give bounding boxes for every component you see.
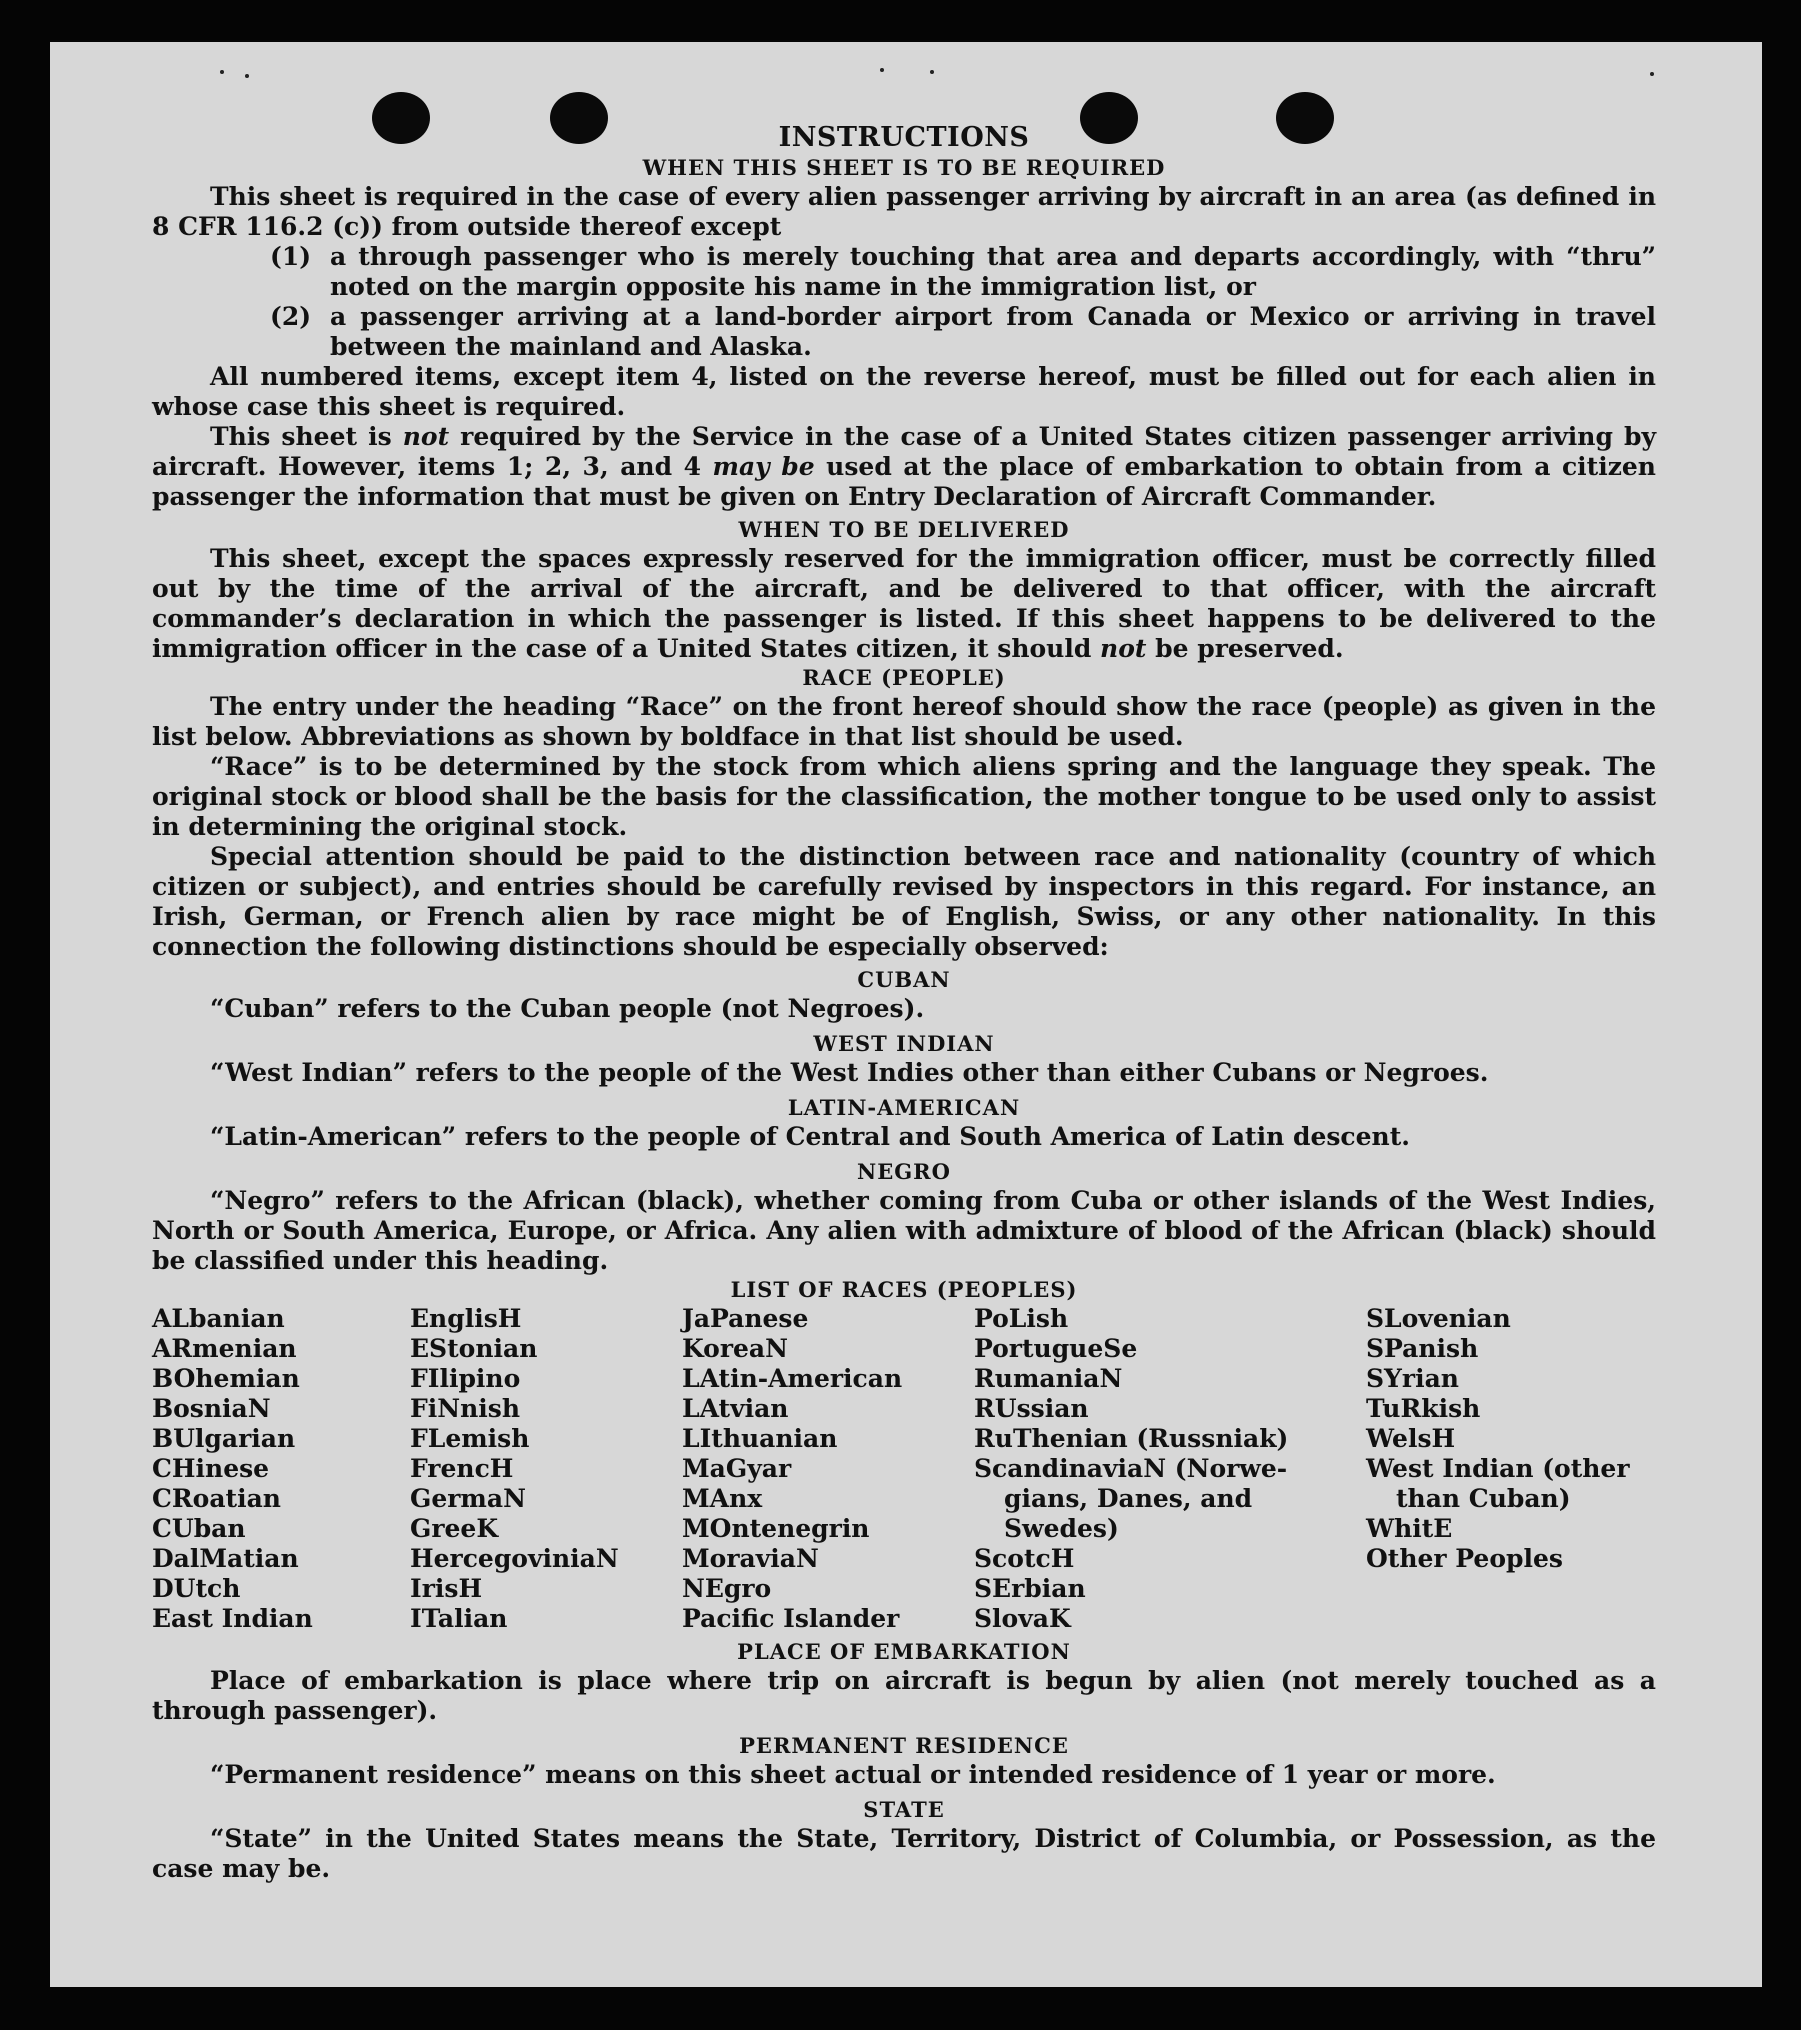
page-title: INSTRUCTIONS bbox=[778, 122, 1030, 153]
race-item: WelsH bbox=[1366, 1424, 1456, 1453]
race-item: MaGyar bbox=[682, 1454, 792, 1483]
race-item: HercegoviniaN bbox=[410, 1544, 619, 1573]
race-item: SLovenian bbox=[1366, 1304, 1511, 1333]
race-item: MOntenegrin bbox=[682, 1514, 870, 1543]
race-item: EnglisH bbox=[410, 1304, 522, 1333]
race-item: SPanish bbox=[1366, 1334, 1479, 1363]
paragraph: Special attention should be paid to the distinction between race and nationality (country of which citizen or subject), and entries should be carefully revised by inspectors in this regard. For instance, an Irish, German, or French alien by race might be of English, Swiss, or any other nationality. In this connection the following distinctions should be especially observed: bbox=[152, 842, 1656, 961]
race-item: gians, Danes, and bbox=[1004, 1484, 1253, 1513]
race-item: CRoatian bbox=[152, 1484, 281, 1513]
race-item: Other Peoples bbox=[1366, 1544, 1563, 1573]
dust-speck bbox=[1650, 72, 1654, 76]
race-item: RUssian bbox=[974, 1394, 1089, 1423]
race-item: LIthuanian bbox=[682, 1424, 838, 1453]
paragraph: “Permanent residence” means on this sheet actual or intended residence of 1 year or more. bbox=[210, 1760, 1496, 1789]
text-run: required by the Service in the case of a United States citizen passenger arriving by aircraft. However, items 1; 2, 3, and 4 bbox=[152, 422, 1656, 481]
race-item: SErbian bbox=[974, 1574, 1086, 1603]
section-heading: STATE bbox=[863, 1797, 945, 1822]
race-item: BUlgarian bbox=[152, 1424, 296, 1453]
emphasis: not bbox=[402, 422, 450, 451]
race-item: SYrian bbox=[1366, 1364, 1459, 1393]
race-item: CUban bbox=[152, 1514, 246, 1543]
text-run: used at the place of embarkation to obtain from a citizen passenger the information that must be given on Entry Declaration of Aircraft Commander. bbox=[152, 452, 1656, 511]
race-item: West Indian (other bbox=[1366, 1454, 1630, 1483]
race-item: ALbanian bbox=[152, 1304, 285, 1333]
race-item: GermaN bbox=[410, 1484, 526, 1513]
race-column bbox=[682, 1304, 974, 1634]
race-item: LAtin-American bbox=[682, 1364, 903, 1393]
list-number: (2) bbox=[270, 302, 312, 331]
race-item: DUtch bbox=[152, 1574, 241, 1603]
race-item: Pacific Islander bbox=[682, 1604, 900, 1633]
punch-hole bbox=[550, 92, 608, 144]
race-item: NEgro bbox=[682, 1574, 772, 1603]
race-item: FiNnish bbox=[410, 1394, 521, 1423]
punch-hole bbox=[372, 92, 430, 144]
punch-hole bbox=[1276, 92, 1334, 144]
race-item: GreeK bbox=[410, 1514, 499, 1543]
document-sheet bbox=[50, 42, 1762, 1987]
section-heading: RACE (PEOPLE) bbox=[802, 665, 1006, 690]
race-item: BOhemian bbox=[152, 1364, 300, 1393]
section-heading: PERMANENT RESIDENCE bbox=[739, 1733, 1069, 1758]
section-heading: LIST OF RACES (PEOPLES) bbox=[730, 1277, 1078, 1302]
race-item: TuRkish bbox=[1366, 1394, 1481, 1423]
race-column bbox=[1366, 1304, 1656, 1634]
list-text: a through passenger who is merely touching that area and departs accordingly, with “thru” noted on the margin opposite his name in the immigration list, or bbox=[330, 242, 1656, 301]
race-item: FLemish bbox=[410, 1424, 530, 1453]
list-text: a passenger arriving at a land-border airport from Canada or Mexico or arriving in travel between the mainland and Alaska. bbox=[330, 302, 1656, 361]
race-item: RuThenian (Russniak) bbox=[974, 1424, 1289, 1453]
race-item: KoreaN bbox=[682, 1334, 788, 1363]
paragraph: “State” in the United States means the State, Territory, District of Columbia, or Possession, as the case may be. bbox=[152, 1824, 1656, 1883]
race-list bbox=[152, 1304, 1656, 1634]
race-item: BosniaN bbox=[152, 1394, 271, 1423]
paragraph: Place of embarkation is place where trip on aircraft is begun by alien (not merely touched as a through passenger). bbox=[152, 1666, 1656, 1725]
paragraph: This sheet is required in the case of every alien passenger arriving by aircraft in an area (as defined in 8 CFR 116.2 (c)) from outside thereof except bbox=[152, 182, 1656, 241]
race-item: East Indian bbox=[152, 1604, 313, 1633]
dust-speck bbox=[245, 74, 249, 78]
punch-hole bbox=[1080, 92, 1138, 144]
section-heading: WEST INDIAN bbox=[813, 1031, 995, 1056]
section-heading: LATIN-AMERICAN bbox=[787, 1095, 1021, 1120]
section-heading: WHEN THIS SHEET IS TO BE REQUIRED bbox=[642, 155, 1166, 180]
paragraph: “Race” is to be determined by the stock from which aliens spring and the language they speak. The original stock or blood shall be the basis for the classification, the mother tongue to be used only to assist in determining the original stock. bbox=[152, 752, 1656, 841]
paragraph: All numbered items, except item 4, listed on the reverse hereof, must be filled out for each alien in whose case this sheet is required. bbox=[152, 362, 1656, 421]
section-heading: WHEN TO BE DELIVERED bbox=[738, 517, 1070, 542]
race-item: PoLish bbox=[974, 1304, 1069, 1333]
race-item: LAtvian bbox=[682, 1394, 789, 1423]
race-item: ScotcH bbox=[974, 1544, 1075, 1573]
race-item: SlovaK bbox=[974, 1604, 1071, 1633]
paragraph bbox=[152, 544, 1656, 664]
race-item: IrisH bbox=[410, 1574, 483, 1603]
race-item: FrencH bbox=[410, 1454, 514, 1483]
race-column bbox=[152, 1304, 410, 1634]
race-item: ARmenian bbox=[152, 1334, 297, 1363]
race-item: RumaniaN bbox=[974, 1364, 1123, 1393]
list-item bbox=[270, 242, 1656, 302]
race-column bbox=[410, 1304, 682, 1634]
race-column bbox=[974, 1304, 1366, 1634]
race-item: Swedes) bbox=[1004, 1514, 1119, 1543]
race-item: JaPanese bbox=[682, 1304, 809, 1333]
race-item: MoraviaN bbox=[682, 1544, 819, 1573]
race-item: than Cuban) bbox=[1396, 1484, 1571, 1513]
dust-speck bbox=[930, 70, 934, 74]
section-heading: PLACE OF EMBARKATION bbox=[737, 1639, 1071, 1664]
race-item: ITalian bbox=[410, 1604, 508, 1633]
text-run: This sheet, except the spaces expressly reserved for the immigration officer, must be correctly filled out by the time of the arrival of the aircraft, and be delivered to that officer, with the aircraft commander’s declaration in which the passenger is listed. If this sheet happens to be delivered to the immigration officer in the case of a United States citizen, it should bbox=[152, 544, 1656, 663]
paragraph: “Cuban” refers to the Cuban people (not Negroes). bbox=[210, 994, 925, 1023]
emphasis: may be bbox=[712, 452, 815, 481]
race-item: MAnx bbox=[682, 1484, 763, 1513]
list-number: (1) bbox=[270, 242, 312, 271]
race-item: CHinese bbox=[152, 1454, 270, 1483]
paragraph: “West Indian” refers to the people of the West Indies other than either Cubans or Negroes. bbox=[210, 1058, 1489, 1087]
race-item: ScandinaviaN (Norwe- bbox=[974, 1454, 1288, 1483]
dust-speck bbox=[220, 70, 224, 74]
race-item: EStonian bbox=[410, 1334, 538, 1363]
race-item: PortugueSe bbox=[974, 1334, 1138, 1363]
text-run: be preserved. bbox=[1146, 634, 1344, 663]
paragraph: “Latin-American” refers to the people of Central and South America of Latin descent. bbox=[210, 1122, 1410, 1151]
list-item bbox=[270, 302, 1656, 362]
paragraph bbox=[152, 422, 1656, 512]
text-run: This sheet is bbox=[210, 422, 403, 451]
race-item: WhitE bbox=[1366, 1514, 1453, 1543]
paragraph: The entry under the heading “Race” on the front hereof should show the race (people) as given in the list below. Abbreviations as shown by boldface in that list should be used. bbox=[152, 692, 1656, 751]
race-item: DalMatian bbox=[152, 1544, 299, 1573]
race-item: FIlipino bbox=[410, 1364, 521, 1393]
section-heading: NEGRO bbox=[857, 1159, 951, 1184]
section-heading: CUBAN bbox=[857, 967, 951, 992]
emphasis: not bbox=[1100, 634, 1147, 663]
dust-speck bbox=[880, 68, 884, 72]
paragraph: “Negro” refers to the African (black), whether coming from Cuba or other islands of the West Indies, North or South America, Europe, or Africa. Any alien with admixture of blood of the African (black) should be classified under this heading. bbox=[152, 1186, 1656, 1275]
